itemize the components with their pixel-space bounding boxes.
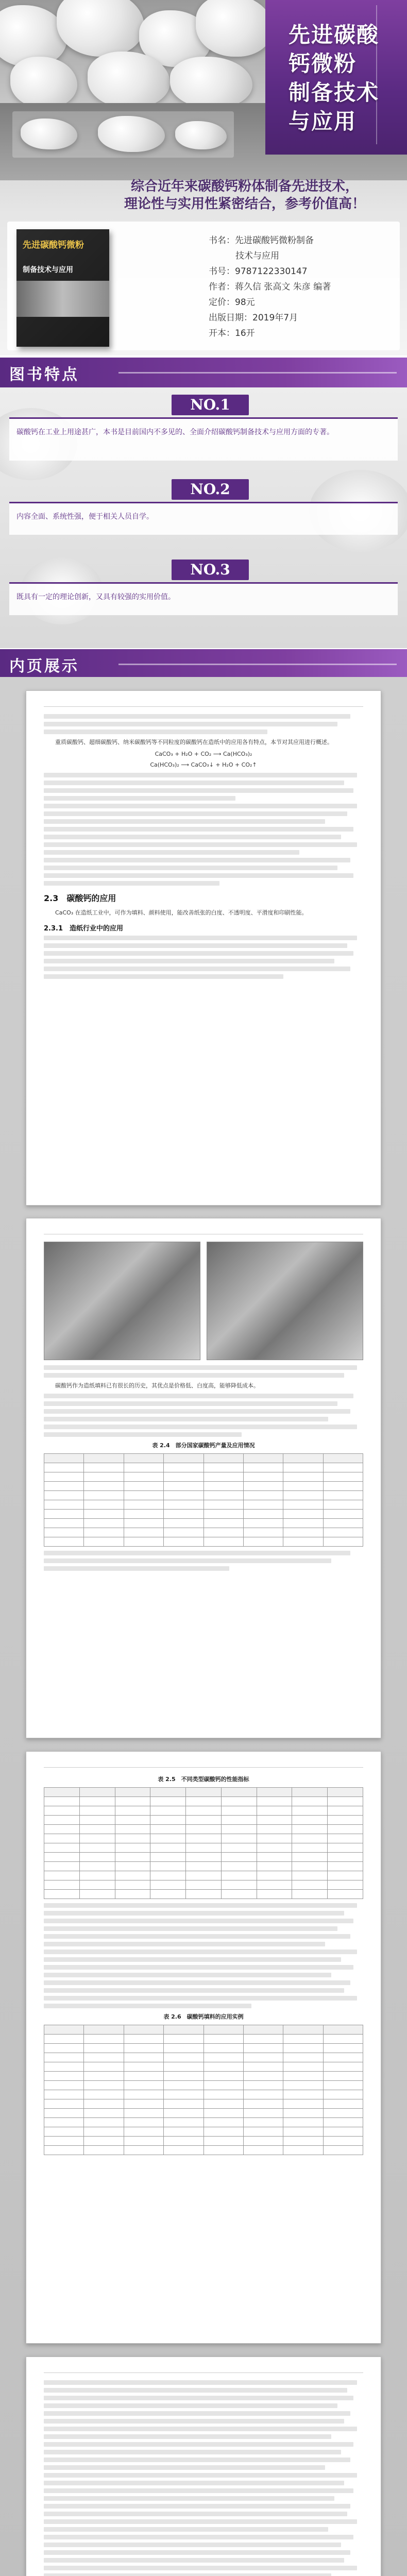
text-line xyxy=(44,2473,357,2478)
text-line xyxy=(44,2543,341,2547)
text-line xyxy=(44,804,357,808)
text-line xyxy=(44,2504,350,2509)
meta-title: 书名：先进碳酸钙微粉制备 xyxy=(209,235,314,246)
text-line xyxy=(44,2004,251,2008)
text-line xyxy=(44,951,353,956)
samples-heading: 内页展示 xyxy=(9,657,79,675)
rock-image xyxy=(170,57,252,108)
book-meta xyxy=(209,233,394,341)
meta-format: 开本：16开 xyxy=(209,328,255,338)
text-line xyxy=(44,730,267,734)
book-title-line2: 制备技术与应用 xyxy=(289,80,380,134)
text-line xyxy=(44,714,350,719)
meta-price: 定价：98元 xyxy=(209,297,255,308)
text-line xyxy=(44,943,347,948)
running-header xyxy=(44,1232,363,1234)
text-line xyxy=(44,1980,350,1985)
text-line xyxy=(44,1566,229,1571)
equation: CaCO₃ + H₂O + CO₂ ⟶ Ca(HCO₃)₂ xyxy=(155,751,252,757)
book-title-line1: 先进碳酸钙微粉 xyxy=(289,22,380,76)
figure-image xyxy=(207,1242,363,1360)
slogan-line1: 综合近年来碳酸钙粉体制备先进技术， xyxy=(130,179,359,194)
feature-text: 既具有一定的理论创新，又具有较强的实用价值。 xyxy=(9,582,398,615)
text-line xyxy=(44,827,353,832)
text-line xyxy=(44,2535,353,2539)
text-line xyxy=(44,1409,350,1414)
data-table xyxy=(44,2025,363,2155)
header-divider xyxy=(118,372,397,374)
paragraph: CaCO₃ 在造纸工业中，可作为填料、颜料使用，能改善纸张的白度、不透明度、平滑度和印刷性能。 xyxy=(55,909,308,916)
data-table xyxy=(44,1453,363,1547)
text-line xyxy=(44,2434,331,2439)
meta-date: 出版日期：2019年7月 xyxy=(209,313,298,323)
text-line xyxy=(44,2403,337,2408)
meta-title-cont: 技术与应用 xyxy=(235,251,279,261)
text-line xyxy=(44,2411,350,2416)
text-line xyxy=(44,2380,357,2385)
text-line xyxy=(44,1373,344,1378)
table-caption: 表 2.4 部分国家碳酸钙产量及应用情况 xyxy=(152,1442,255,1449)
text-line xyxy=(44,2458,350,2462)
text-line xyxy=(44,2450,341,2454)
text-line xyxy=(44,2396,353,2400)
cover-title: 先进碳酸钙微粉 xyxy=(23,240,84,250)
text-line xyxy=(44,881,219,886)
sample-page-2 xyxy=(26,1218,381,1738)
samples-header xyxy=(0,649,407,679)
text-line xyxy=(44,722,337,726)
slogan xyxy=(93,178,397,213)
feature-badge: NO.3 xyxy=(172,560,249,580)
text-line xyxy=(44,2496,334,2501)
text-line xyxy=(44,2558,344,2563)
rock-image xyxy=(57,0,144,57)
text-line xyxy=(44,835,341,839)
text-line xyxy=(44,2512,347,2516)
data-table xyxy=(44,1787,363,1899)
text-line xyxy=(44,858,350,862)
text-line xyxy=(44,959,334,963)
text-line xyxy=(44,2573,331,2576)
text-line xyxy=(44,1903,357,1908)
rock-image xyxy=(10,57,77,108)
text-line xyxy=(44,1942,325,1946)
feature-badge: NO.1 xyxy=(172,395,249,415)
text-line xyxy=(44,850,299,855)
text-line xyxy=(44,1551,350,1555)
features-heading: 图书特点 xyxy=(9,366,79,384)
text-line xyxy=(44,788,353,793)
text-line xyxy=(44,819,325,824)
text-line xyxy=(44,2427,357,2431)
text-line xyxy=(44,1401,337,1406)
text-line xyxy=(44,866,337,870)
running-header xyxy=(44,2370,363,2373)
text-line xyxy=(44,2465,325,2470)
text-line xyxy=(44,2442,353,2447)
text-line xyxy=(44,2550,350,2555)
features-section xyxy=(0,387,407,648)
text-line xyxy=(44,2519,357,2524)
text-line xyxy=(44,1432,242,1437)
running-header xyxy=(44,704,363,707)
text-line xyxy=(44,1950,357,1954)
text-line xyxy=(44,974,283,979)
text-line xyxy=(44,1425,357,1429)
text-line xyxy=(44,2419,344,2424)
figure-image xyxy=(44,1242,200,1360)
book-cover[interactable] xyxy=(16,229,109,347)
text-line xyxy=(44,2388,347,2393)
book-title xyxy=(289,21,392,136)
equation: Ca(HCO₃)₂ ⟶ CaCO₃↓ + H₂O + CO₂↑ xyxy=(150,761,257,768)
text-line xyxy=(44,1558,331,1563)
subsection-title: 2.3.1 造纸行业中的应用 xyxy=(44,925,124,933)
text-line xyxy=(44,936,357,940)
text-line xyxy=(44,1957,341,1962)
text-line xyxy=(44,796,235,801)
feature-text: 内容全面、系统性强，便于相关人员自学。 xyxy=(9,502,398,535)
table-caption: 表 2.6 碳酸钙填料的应用实例 xyxy=(163,2013,244,2020)
feature-text: 碳酸钙在工业上用途甚广，本书是目前国内不多见的、全面介绍碳酸钙制备技术与应用方面的专著。 xyxy=(9,417,398,461)
text-line xyxy=(44,873,353,878)
table-caption: 表 2.5 不同类型碳酸钙的性能指标 xyxy=(158,1776,249,1783)
text-line xyxy=(44,1973,331,1977)
slogan-line2: 理论性与实用性紧密结合，参考价值高！ xyxy=(124,196,365,212)
meta-authors: 作者：蒋久信 张高文 朱彦 编著 xyxy=(209,282,331,292)
text-line xyxy=(44,781,344,785)
meta-isbn: 书号：9787122330147 xyxy=(209,266,308,277)
sample-page-1 xyxy=(26,690,381,1206)
cover-subtitle: 制备技术与应用 xyxy=(23,266,73,274)
running-header xyxy=(44,1765,363,1768)
paragraph: 碳酸钙作为造纸填料已有很长的历史，其优点是价格低、白度高，能够降低成本。 xyxy=(55,1382,259,1389)
text-line xyxy=(44,2566,357,2570)
section-title: 2.3 碳酸钙的应用 xyxy=(44,893,116,903)
text-line xyxy=(44,842,357,847)
text-line xyxy=(44,1394,353,1398)
text-line xyxy=(44,773,357,777)
text-line xyxy=(44,1934,350,1939)
header-divider xyxy=(118,664,397,665)
sample-page-4 xyxy=(26,2357,381,2576)
text-line xyxy=(44,1919,353,1923)
rock-image xyxy=(196,0,273,57)
text-line xyxy=(44,1965,353,1970)
text-line xyxy=(44,811,347,816)
text-line xyxy=(44,1911,344,1916)
sample-page-3 xyxy=(26,1751,381,2344)
text-line xyxy=(44,1926,337,1931)
figure-row xyxy=(44,1242,363,1360)
text-line xyxy=(44,2481,344,2485)
features-header xyxy=(0,358,407,387)
text-line xyxy=(44,2488,353,2493)
cover-image xyxy=(16,281,109,317)
text-line xyxy=(44,1988,344,1993)
samples-section xyxy=(0,677,407,2576)
text-line xyxy=(44,2527,328,2532)
text-line xyxy=(44,967,350,971)
feature-badge: NO.2 xyxy=(172,479,249,500)
text-line xyxy=(44,1996,357,2001)
hero-banner xyxy=(0,0,407,355)
text-line xyxy=(44,1417,328,1421)
text-line xyxy=(44,1365,357,1370)
paragraph: 重质碳酸钙、超细碳酸钙、纳米碳酸钙等不同粒度的碳酸钙在造纸中的应用各有特点，本节对其应用进行概述。 xyxy=(55,739,333,745)
